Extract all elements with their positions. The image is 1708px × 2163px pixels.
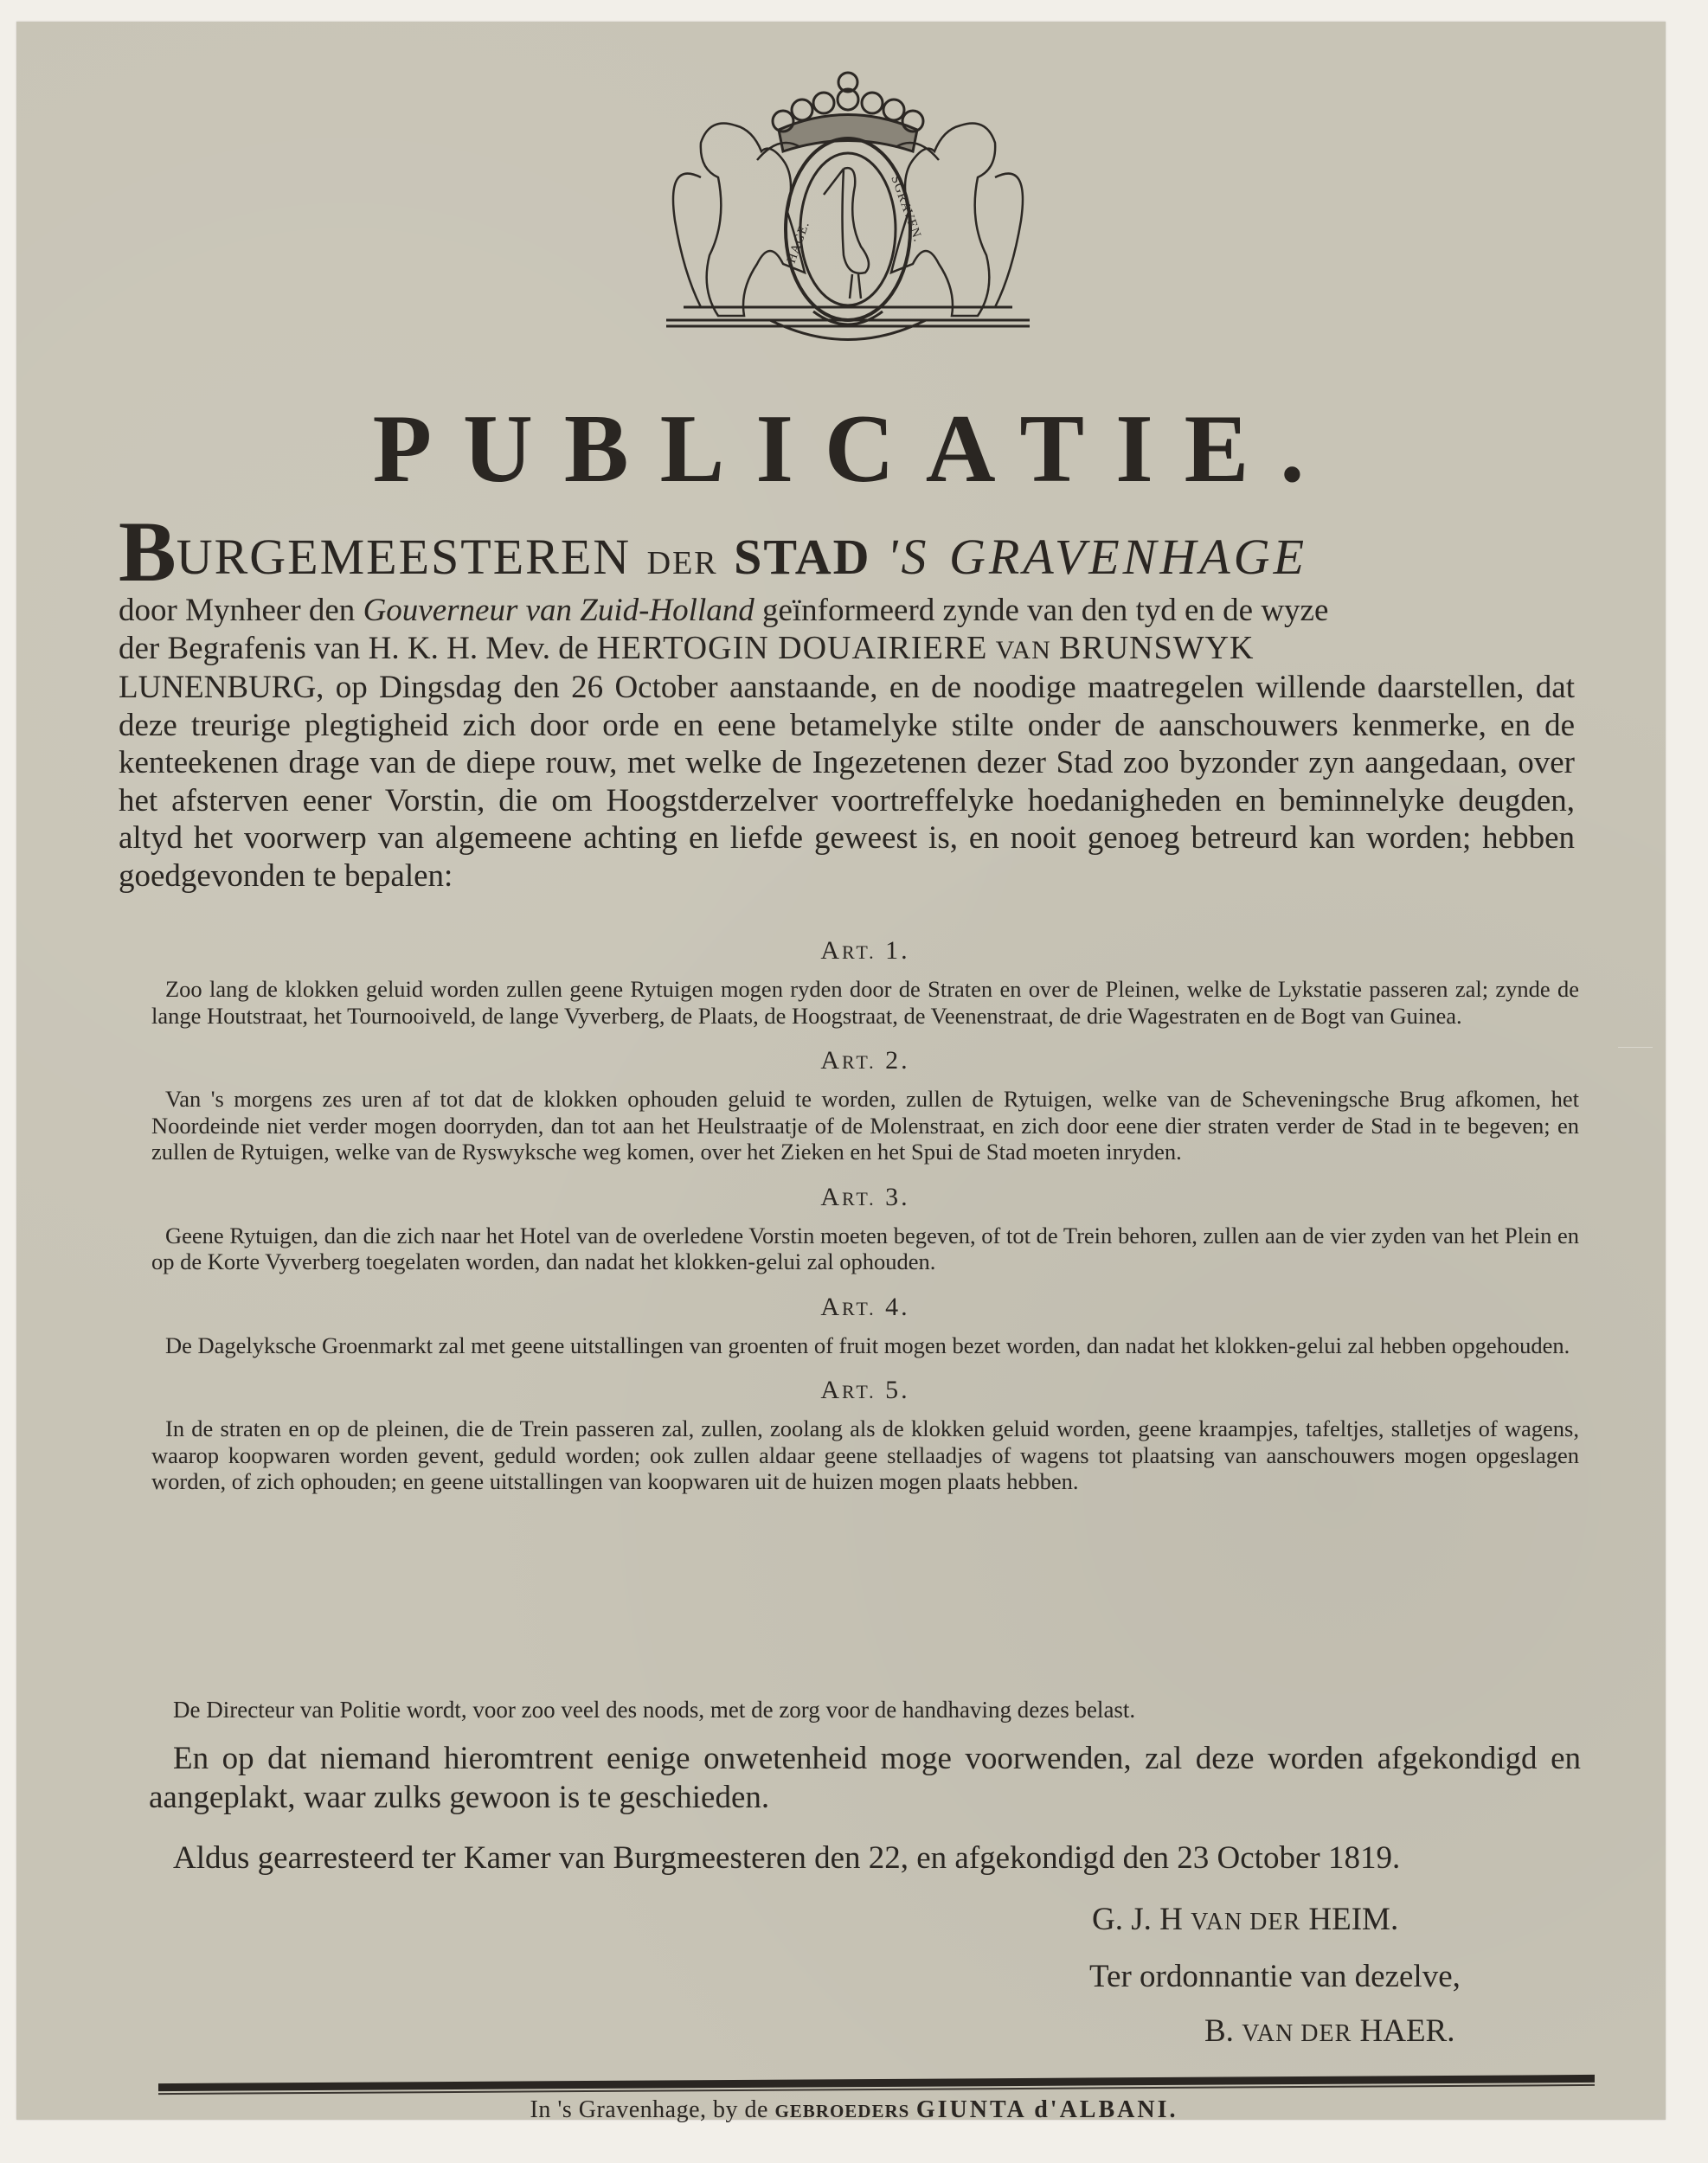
police-director-clause: De Directeur van Politie wordt, voor zoo veel des noods, met de zorg voor de handhaving dezes belast.	[173, 1697, 1136, 1723]
article-heading: ART. 4.	[820, 1292, 910, 1321]
preamble-text: door Mynheer den	[119, 593, 356, 628]
article	[151, 934, 1579, 1029]
preamble-line-1	[119, 592, 1575, 630]
heading-stad: STAD	[734, 529, 871, 585]
emblem-scroll-right: SGRAVEN.	[888, 173, 925, 245]
preamble-heading	[119, 504, 1575, 600]
article-text: De Dagelyksche Groenmarkt zal met geene uitstallingen van groenten of fruit mogen bezet worden, dan nadat het klokken-gelui zal hebben opgehouden.	[165, 1332, 1570, 1358]
preamble-body	[119, 592, 1575, 895]
article-heading: ART. 1.	[820, 936, 910, 965]
printer-imprint: In 's Gravenhage, by de GEBROEDERS GIUNTA d'ALBANI.	[530, 2096, 1178, 2123]
heading-der: DER	[646, 545, 718, 581]
signature-secretary: B. VAN DER HAER.	[1204, 2013, 1455, 2049]
article	[151, 1374, 1579, 1495]
duchy-name: BRUNSWYK	[1059, 629, 1255, 666]
duchess-title: HERTOGIN DOUAIRIERE	[596, 629, 988, 666]
preamble-text: der Begrafenis van H. K. H. Mev. de	[119, 630, 589, 666]
governor-title: Gouverneur van Zuid-Holland	[363, 593, 754, 628]
article-heading: ART. 5.	[820, 1376, 910, 1404]
article-text: Zoo lang de klokken geluid worden zullen geene Rytuigen mogen ryden door de Straten en over de Pleinen, welke de Lykstatie passeren zal; zynde de lange Houtstraat, het Tournooiveld, de lange Vyverberg, de Plaats, de Hoogstraat, de Veenenstraat, de drie Wagestraten en de Bogt van Guinea.	[151, 976, 1579, 1029]
countersign-line: Ter ordonnantie van dezelve,	[1089, 1959, 1461, 1994]
article-text: Van 's morgens zes uren af tot dat de klokken ophouden geluid te worden, zullen de Rytuigen, welke van de Scheveningsche Brug afkomen, het Noordeinde niet verder mogen doorryden, dan tot aan het Heulstraatje of de Molenstraat, en zich door eene dier straten verder de Stad in te begeven; en zullen de Rytuigen, welke van de Ryswyksche weg komen, over het Zieken en het Spui de Stad moeten inryden.	[151, 1086, 1579, 1165]
paper-fold-mark	[1618, 1047, 1653, 1048]
preamble-line-2	[119, 630, 1575, 670]
preamble-text: VAN	[995, 635, 1051, 664]
articles-list	[151, 934, 1579, 1511]
article	[151, 1181, 1579, 1275]
coat-of-arms-icon	[597, 48, 1099, 342]
preamble	[119, 504, 1575, 895]
article-text: Geene Rytuigen, dan die zich naar het Hotel van de overledene Vorstin moeten begeven, of tot de Trein behoren, zullen aan de vier zyden van het Plein en op de Korte Vyverberg toegelaten worden, dan nadat het klokken-gelui zal ophouden.	[151, 1222, 1579, 1274]
preamble-rest: LUNENBURG, op Dingsdag den 26 October aanstaande, en de noodige maatregelen willende daarstellen, dat deze treurige plegtigheid zich door orde en eene betamelyke stilte onder de aanschouwers kenmerke, en de kenteekenen drage van de diepe rouw, met welke de Ingezetenen dezer Stad zoo byzonder zyn aangedaan, over het afsterven eener Vorstin, die om Hoogstderzelver voortreffelyke hoedanigheden en beminnelyke deugden, altyd het voorwerp van algemeene achting en liefde geweest is, en nooit genoeg betreurd kan worden; hebben goedgevonden te bepalen:	[119, 670, 1575, 894]
signature-mayor: G. J. H VAN DER HEIM.	[1092, 1902, 1399, 1937]
article	[151, 1044, 1579, 1165]
article	[151, 1291, 1579, 1359]
article-text: In de straten en op de pleinen, die de Trein passeren zal, zullen, zoolang als de klokken geluid worden, geene kraampjes, tafeltjes, stalletjes of wagens, waarop koopwaren worden gevent, geduld worden; ook zullen aldaar geene stellaadjes of wagens tot plaatsing van aanschouwers mogen opgeslagen worden, of zich ophouden; en geene uitstallingen van koopwaren uit de huizen mogen plaats hebben.	[151, 1415, 1579, 1494]
article-heading: ART. 2.	[820, 1046, 910, 1075]
emblem-scroll-left: HAGE.	[784, 219, 813, 266]
document-title: PUBLICATIE.	[372, 395, 1336, 503]
coat-of-arms-emblem	[597, 48, 1099, 342]
preamble-text: geïnformeerd zynde van den tyd en de wyze	[761, 593, 1329, 628]
closing-clause: En op dat niemand hieromtrent eenige onwetenheid moge voorwenden, zal deze worden afgekondigd en aangeplakt, waar zulks gewoon is te geschieden.	[149, 1741, 1581, 1815]
heading-burgemeesteren: URGEMEESTEREN	[176, 529, 632, 585]
drop-cap: B	[119, 504, 177, 600]
date-line: Aldus gearresteerd ter Kamer van Burgmeesteren den 22, en afgekondigd den 23 October 1819.	[173, 1840, 1401, 1876]
heading-city: 'S GRAVENHAGE	[887, 529, 1307, 585]
article-heading: ART. 3.	[820, 1182, 910, 1211]
stork-icon	[824, 168, 869, 298]
